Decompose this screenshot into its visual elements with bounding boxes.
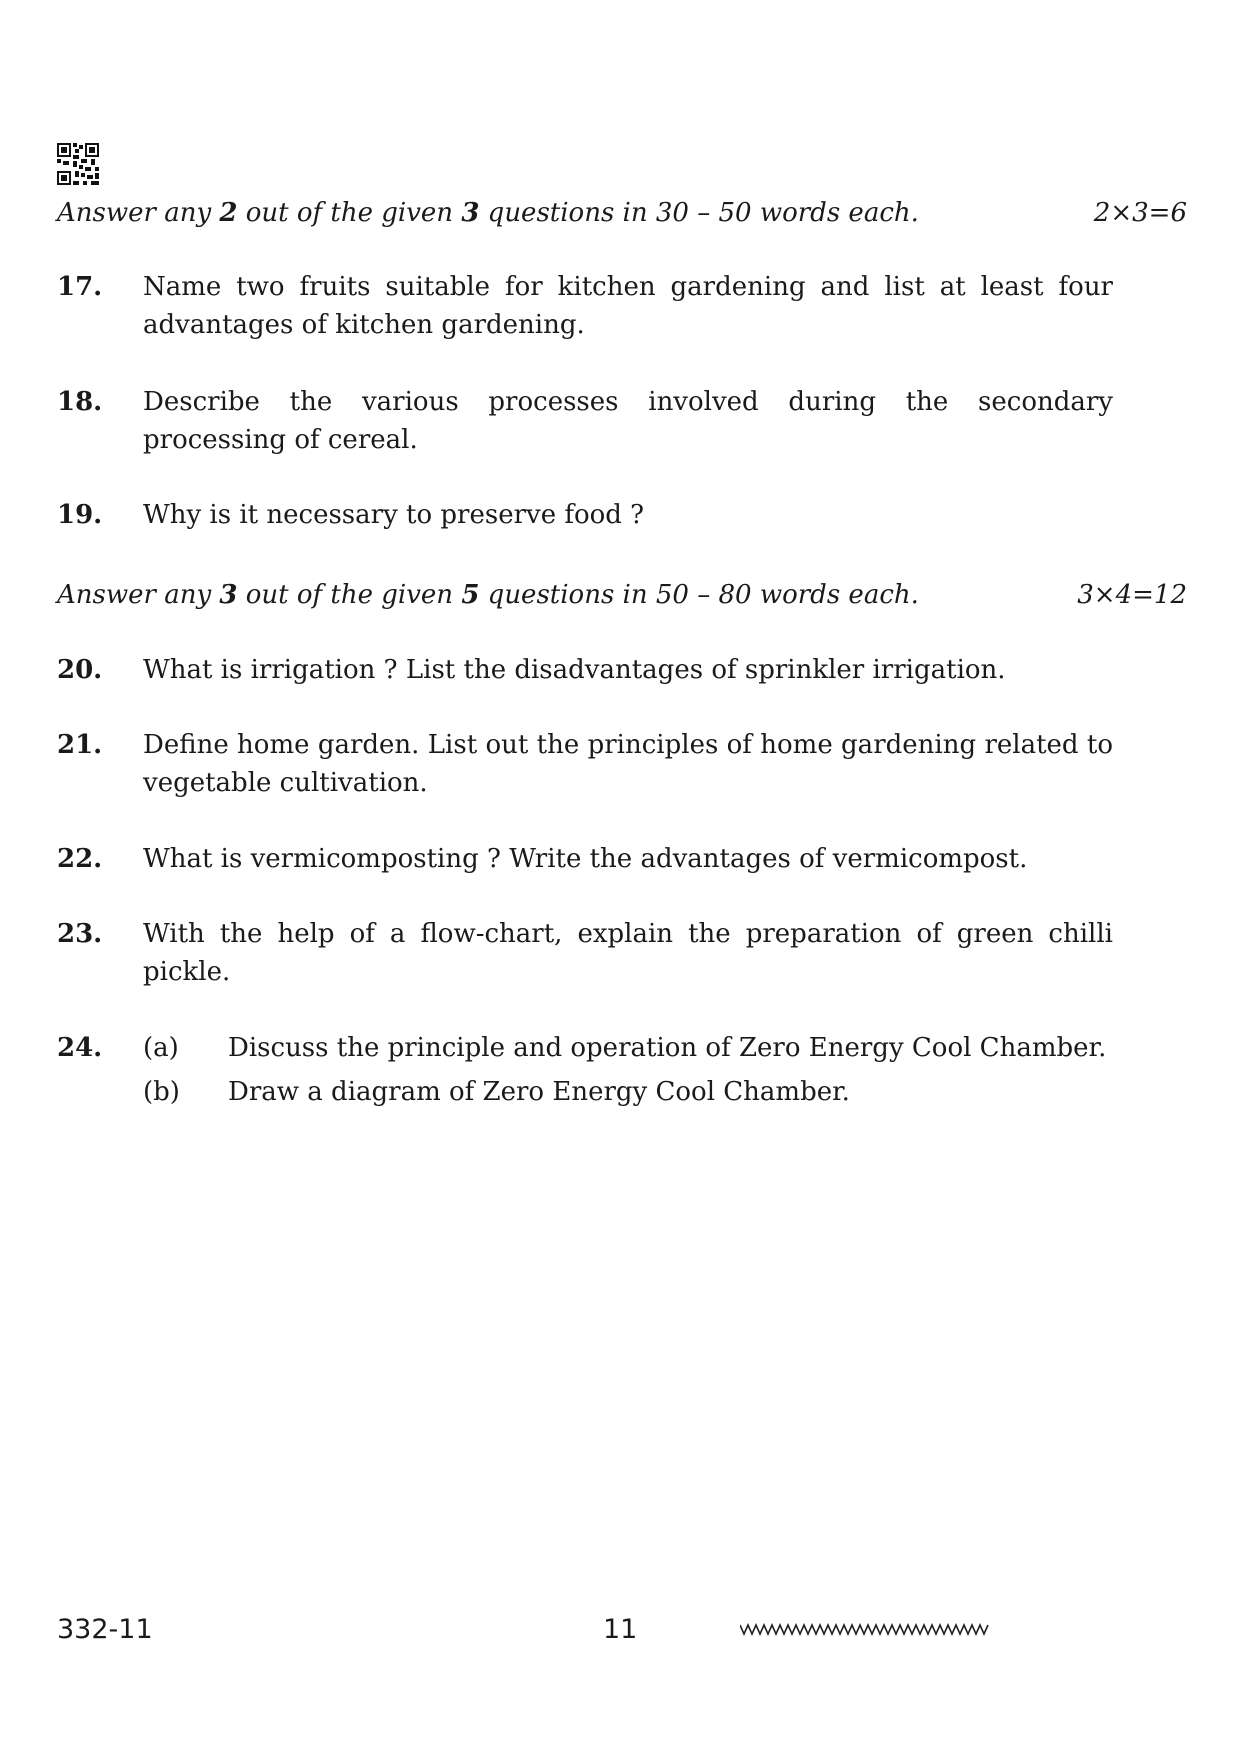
question-number: 19. [57,500,103,530]
question-text: Define home garden. List out the principles of home gardening related to vegetable cultivation. [143,730,1113,798]
instruction-text: Answer any [57,198,220,228]
answer-count: 2 [219,198,238,228]
section-instruction [57,578,1187,612]
question-text: Describe the various processes involved during the secondary processing of cereal. [143,387,1113,455]
section-marks: 3×4=12 [1077,580,1187,610]
question-23 [57,915,1113,991]
question-part-b [57,1073,1113,1111]
question-24 [57,1029,1113,1111]
question-text: What is vermicomposting ? Write the advantages of vermicompost. [143,844,1028,874]
question-number: 18. [57,387,103,417]
question-text: Why is it necessary to preserve food ? [143,500,645,530]
total-count: 3 [461,198,480,228]
qr-code-icon [57,143,99,185]
question-text: Name two fruits suitable for kitchen gardening and list at least four advantages of kitchen gardening. [143,272,1113,340]
question-18 [57,383,1113,459]
question-22 [57,840,1113,878]
part-label: (a) [143,1033,179,1063]
instruction-text: out of the given [237,580,462,610]
question-text: With the help of a flow-chart, explain the preparation of green chilli pickle. [143,919,1113,987]
instruction-text: out of the given [237,198,462,228]
question-number: 23. [57,919,103,949]
wavy-line-icon [740,1622,990,1638]
part-label: (b) [143,1077,180,1107]
question-20 [57,651,1113,689]
instruction-text: Answer any [57,580,220,610]
question-number: 24. [57,1033,103,1063]
paper-code: 332-11 [57,1614,153,1645]
part-text: Draw a diagram of Zero Energy Cool Chamber. [228,1077,850,1107]
question-21 [57,726,1113,802]
section-instruction [57,196,1187,230]
part-text: Discuss the principle and operation of Zero Energy Cool Chamber. [228,1033,1107,1063]
question-text: What is irrigation ? List the disadvantages of sprinkler irrigation. [143,655,1006,685]
question-17 [57,268,1113,344]
question-number: 22. [57,844,103,874]
instruction-text: questions in 30 – 50 words each. [479,198,919,228]
question-number: 20. [57,655,103,685]
question-19 [57,496,1113,534]
section-marks: 2×3=6 [1093,198,1187,228]
page-number: 11 [603,1614,638,1645]
question-number: 17. [57,272,103,302]
question-part-a [57,1029,1113,1067]
question-number: 21. [57,730,103,760]
total-count: 5 [461,580,480,610]
answer-count: 3 [219,580,238,610]
instruction-text: questions in 50 – 80 words each. [479,580,919,610]
